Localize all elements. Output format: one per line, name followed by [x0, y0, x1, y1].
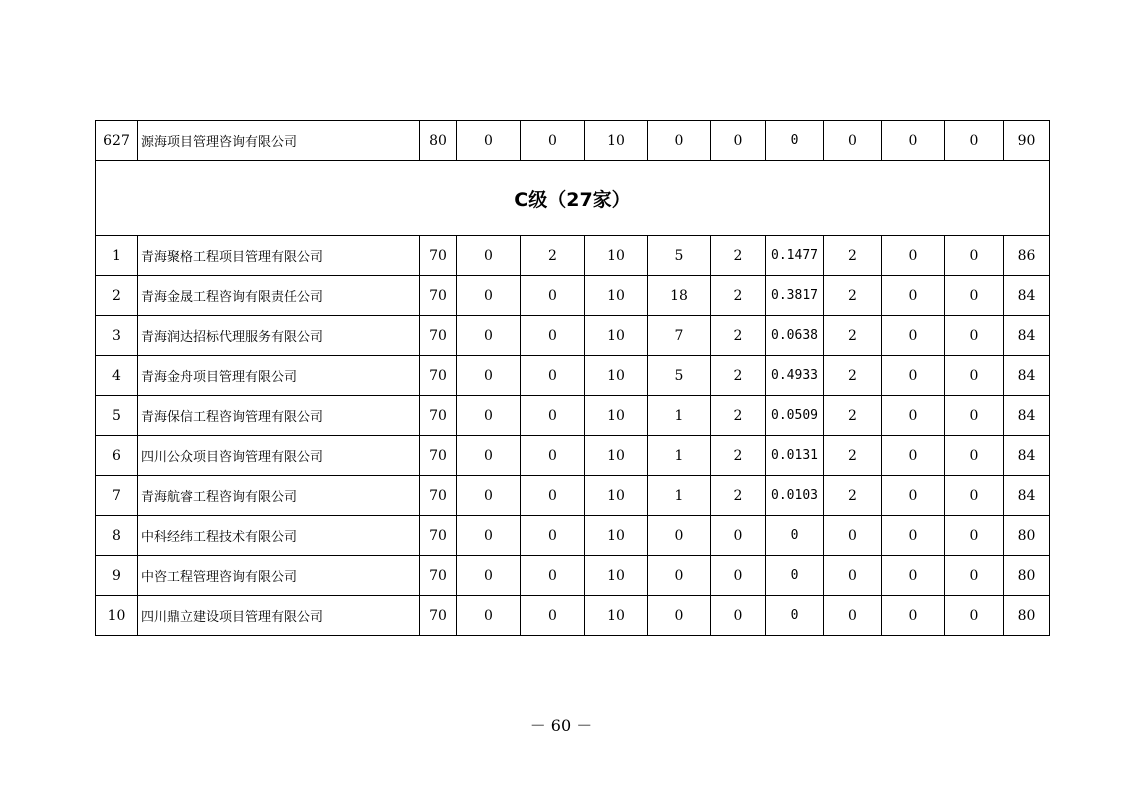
score-cell: 0.3817 [766, 276, 824, 316]
score-cell: 0 [766, 596, 824, 636]
score-cell: 0 [824, 121, 882, 161]
score-cell: 70 [420, 396, 457, 436]
score-cell: 10 [585, 396, 648, 436]
company-name: 中咨工程管理咨询有限公司 [138, 556, 420, 596]
table-row [96, 356, 1050, 396]
page-number: － 60 － [529, 716, 593, 735]
total-score-cell: 84 [1004, 316, 1050, 356]
score-cell: 2 [711, 356, 766, 396]
row-number: 10 [96, 596, 138, 636]
score-cell: 0 [521, 121, 585, 161]
score-cell: 2 [711, 276, 766, 316]
score-cell: 70 [420, 276, 457, 316]
score-cell: 0 [945, 436, 1004, 476]
score-cell: 10 [585, 356, 648, 396]
total-score-cell: 86 [1004, 236, 1050, 276]
row-number: 2 [96, 276, 138, 316]
score-cell: 0 [521, 276, 585, 316]
total-score-cell: 80 [1004, 556, 1050, 596]
score-cell: 0 [882, 236, 945, 276]
score-cell: 0 [882, 356, 945, 396]
table-row [96, 236, 1050, 276]
row-number: 1 [96, 236, 138, 276]
score-cell: 1 [648, 436, 711, 476]
table-row [96, 596, 1050, 636]
rating-table [95, 120, 1050, 636]
score-cell: 0 [648, 121, 711, 161]
company-name: 四川公众项目咨询管理有限公司 [138, 436, 420, 476]
score-cell: 0 [648, 596, 711, 636]
score-cell: 10 [585, 556, 648, 596]
score-cell: 0.4933 [766, 356, 824, 396]
section-row [96, 161, 1050, 236]
table-row [96, 436, 1050, 476]
company-name: 四川鼎立建设项目管理有限公司 [138, 596, 420, 636]
company-name: 青海金舟项目管理有限公司 [138, 356, 420, 396]
table-row [96, 396, 1050, 436]
row-number: 7 [96, 476, 138, 516]
row-number: 8 [96, 516, 138, 556]
score-cell: 1 [648, 396, 711, 436]
score-cell: 2 [824, 356, 882, 396]
score-cell: 10 [585, 276, 648, 316]
score-cell: 0 [521, 556, 585, 596]
company-name: 青海聚格工程项目管理有限公司 [138, 236, 420, 276]
score-cell: 10 [585, 316, 648, 356]
score-cell: 0 [882, 436, 945, 476]
table-row [96, 476, 1050, 516]
score-cell: 0.0131 [766, 436, 824, 476]
row-number: 6 [96, 436, 138, 476]
score-cell: 2 [711, 316, 766, 356]
score-cell: 10 [585, 436, 648, 476]
score-cell: 0 [882, 556, 945, 596]
total-score-cell: 84 [1004, 476, 1050, 516]
score-cell: 0 [882, 596, 945, 636]
score-cell: 0 [766, 516, 824, 556]
total-score-cell: 84 [1004, 436, 1050, 476]
score-cell: 0 [521, 316, 585, 356]
score-cell: 0 [711, 121, 766, 161]
row-number: 627 [96, 121, 138, 161]
row-number: 5 [96, 396, 138, 436]
table-row [96, 276, 1050, 316]
score-cell: 0 [457, 516, 521, 556]
score-cell: 0 [882, 276, 945, 316]
score-cell: 10 [585, 476, 648, 516]
score-cell: 0 [457, 556, 521, 596]
score-cell: 2 [521, 236, 585, 276]
score-cell: 0 [521, 436, 585, 476]
row-number: 4 [96, 356, 138, 396]
score-cell: 0 [457, 236, 521, 276]
row-number: 3 [96, 316, 138, 356]
score-cell: 0 [711, 516, 766, 556]
score-cell: 0 [824, 596, 882, 636]
score-cell: 10 [585, 516, 648, 556]
company-name: 青海保信工程咨询管理有限公司 [138, 396, 420, 436]
score-cell: 70 [420, 356, 457, 396]
score-cell: 0 [457, 396, 521, 436]
table-row [96, 316, 1050, 356]
score-cell: 70 [420, 516, 457, 556]
score-cell: 2 [711, 436, 766, 476]
score-cell: 0 [521, 596, 585, 636]
score-cell: 10 [585, 121, 648, 161]
score-cell: 0 [648, 556, 711, 596]
score-cell: 0 [945, 356, 1004, 396]
score-cell: 0.0103 [766, 476, 824, 516]
score-cell: 0 [945, 476, 1004, 516]
score-cell: 0.1477 [766, 236, 824, 276]
score-cell: 0 [521, 476, 585, 516]
score-cell: 0.0509 [766, 396, 824, 436]
score-cell: 0 [521, 356, 585, 396]
score-cell: 0 [457, 436, 521, 476]
score-cell: 0 [824, 556, 882, 596]
total-score-cell: 80 [1004, 516, 1050, 556]
score-cell: 0 [457, 316, 521, 356]
score-cell: 0 [882, 476, 945, 516]
score-cell: 5 [648, 356, 711, 396]
score-cell: 0 [945, 556, 1004, 596]
total-score-cell: 84 [1004, 276, 1050, 316]
score-cell: 0 [882, 121, 945, 161]
company-name: 源海项目管理咨询有限公司 [138, 121, 420, 161]
score-cell: 0 [457, 596, 521, 636]
score-cell: 0 [945, 316, 1004, 356]
section-title: C级（27家） [96, 161, 1050, 236]
score-cell: 0 [945, 236, 1004, 276]
score-cell: 0 [945, 121, 1004, 161]
score-cell: 0 [824, 516, 882, 556]
total-score-cell: 84 [1004, 356, 1050, 396]
score-cell: 0 [521, 396, 585, 436]
score-cell: 0 [457, 121, 521, 161]
score-cell: 80 [420, 121, 457, 161]
score-cell: 10 [585, 236, 648, 276]
score-cell: 0 [882, 316, 945, 356]
score-cell: 70 [420, 596, 457, 636]
total-score-cell: 84 [1004, 396, 1050, 436]
score-cell: 2 [711, 476, 766, 516]
score-cell: 1 [648, 476, 711, 516]
score-cell: 5 [648, 236, 711, 276]
company-name: 青海航睿工程咨询有限公司 [138, 476, 420, 516]
score-cell: 70 [420, 436, 457, 476]
company-name: 青海润达招标代理服务有限公司 [138, 316, 420, 356]
score-cell: 2 [824, 276, 882, 316]
table-row [96, 121, 1050, 161]
table-row [96, 516, 1050, 556]
score-cell: 18 [648, 276, 711, 316]
score-cell: 0.0638 [766, 316, 824, 356]
score-cell: 0 [711, 596, 766, 636]
score-cell: 0 [457, 476, 521, 516]
score-cell: 0 [882, 516, 945, 556]
score-cell: 70 [420, 476, 457, 516]
row-number: 9 [96, 556, 138, 596]
score-cell: 2 [711, 236, 766, 276]
company-name: 中科经纬工程技术有限公司 [138, 516, 420, 556]
score-cell: 7 [648, 316, 711, 356]
score-cell: 0 [457, 356, 521, 396]
score-cell: 70 [420, 316, 457, 356]
score-cell: 0 [945, 516, 1004, 556]
score-cell: 2 [824, 476, 882, 516]
score-cell: 0 [711, 556, 766, 596]
score-cell: 0 [521, 516, 585, 556]
table-row [96, 556, 1050, 596]
score-cell: 2 [824, 436, 882, 476]
score-cell: 2 [824, 396, 882, 436]
score-cell: 0 [766, 556, 824, 596]
score-cell: 70 [420, 236, 457, 276]
score-cell: 0 [766, 121, 824, 161]
company-name: 青海金晟工程咨询有限责任公司 [138, 276, 420, 316]
total-score-cell: 80 [1004, 596, 1050, 636]
score-cell: 2 [824, 236, 882, 276]
score-cell: 0 [457, 276, 521, 316]
score-cell: 0 [648, 516, 711, 556]
score-cell: 0 [882, 396, 945, 436]
score-cell: 0 [945, 396, 1004, 436]
score-cell: 2 [824, 316, 882, 356]
score-cell: 2 [711, 396, 766, 436]
score-cell: 0 [945, 596, 1004, 636]
total-score-cell: 90 [1004, 121, 1050, 161]
score-cell: 70 [420, 556, 457, 596]
score-cell: 0 [945, 276, 1004, 316]
score-cell: 10 [585, 596, 648, 636]
